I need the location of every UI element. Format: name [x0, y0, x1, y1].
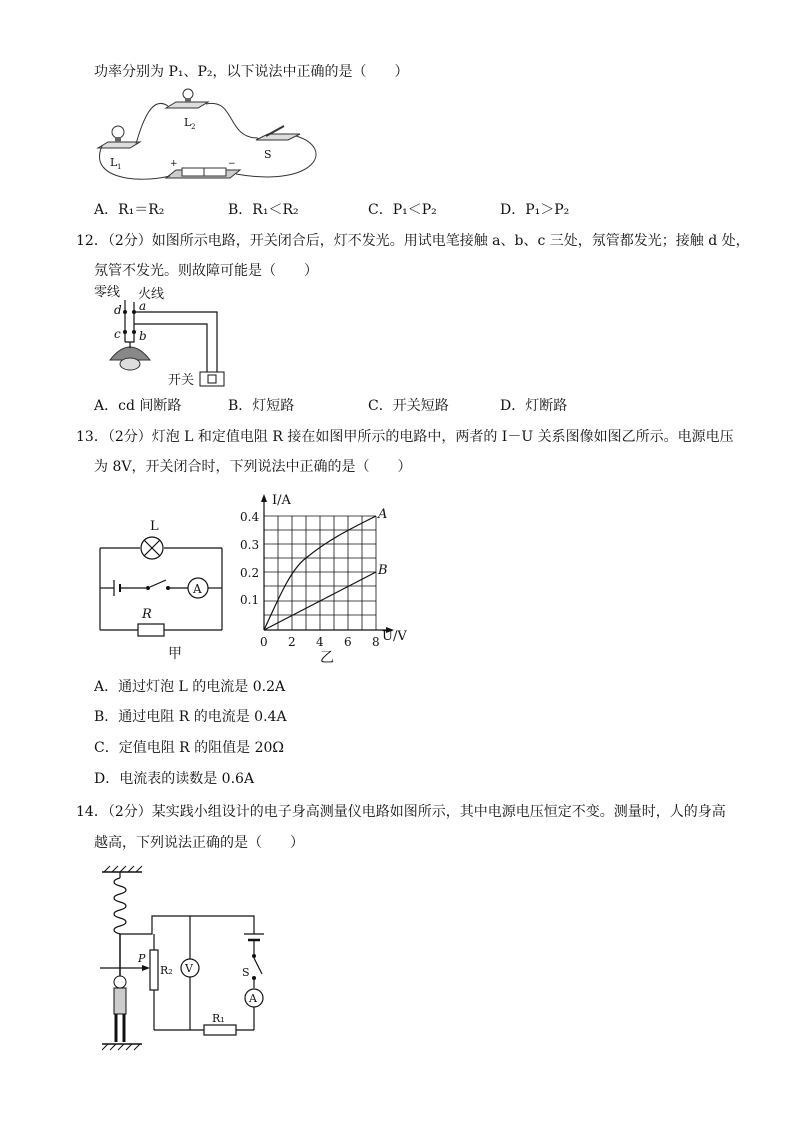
q11-option-c[interactable]: C．P₁＜P₂ [368, 202, 437, 218]
q13-circuit-figure [94, 512, 234, 662]
q13-iu-graph [238, 490, 428, 665]
svg-text:6: 6 [344, 635, 352, 649]
q14-r2-label: R₂ [160, 964, 173, 977]
q13-resistor-label: R [142, 607, 152, 622]
q12-stem-line1: 12．（2分）如图所示电路，开关闭合后，灯不发光。用试电笔接触 a、b、c 三处，氖管都发光；接触 d 处， [76, 233, 750, 249]
svg-text:2: 2 [288, 635, 296, 649]
q13-graph-caption: 乙 [320, 650, 334, 666]
q12-circuit-figure [92, 284, 242, 394]
q11-option-d[interactable]: D．P₁＞P₂ [500, 202, 570, 218]
svg-text:0.2: 0.2 [240, 566, 260, 580]
svg-text:0.3: 0.3 [240, 538, 260, 552]
q14-stem-line1: 14．（2分）某实践小组设计的电子身高测量仪电路如图所示，其中电源电压恒定不变。测量时，人的身高 [76, 804, 726, 820]
q12-option-d[interactable]: D．灯断路 [500, 398, 568, 414]
q13-option-d[interactable]: D．电流表的读数是 0.6A [94, 771, 255, 787]
q14-switch-label: S [242, 966, 250, 979]
q14-r1-label: R₁ [212, 1012, 225, 1025]
q13-graph-y-label: I/A [272, 493, 291, 508]
q14-p-label: P [138, 952, 146, 965]
q11-option-b[interactable]: B．R₁＜R₂ [228, 202, 299, 218]
q13-curve-a-label: A [378, 507, 388, 522]
svg-text:4: 4 [316, 635, 324, 649]
q13-option-a[interactable]: A．通过灯泡 L 的电流是 0.2A [94, 679, 286, 695]
svg-text:a: a [139, 299, 147, 313]
svg-text:c: c [114, 327, 121, 341]
svg-text:0.1: 0.1 [240, 593, 260, 607]
svg-text:−: − [228, 159, 236, 169]
q11-circuit-figure [96, 88, 396, 188]
q13-stem-line1: 13．（2分）灯泡 L 和定值电阻 R 接在如图甲所示的电路中，两者的 I－U 关系图像如图乙所示。电源电压 [76, 429, 734, 445]
q13-option-b[interactable]: B．通过电阻 R 的电流是 0.4A [94, 709, 287, 725]
q12-live-label: 火线 [138, 287, 165, 302]
q12-switch-label: 开关 [168, 373, 195, 388]
svg-text:0: 0 [260, 635, 268, 649]
q13-graph-x-label: U/V [382, 629, 407, 644]
q11-l1-label: L [110, 156, 118, 169]
q12-option-a[interactable]: A．cd 间断路 [94, 398, 182, 414]
q14-circuit-figure [94, 864, 274, 1059]
q13-curve-b-label: B [378, 563, 388, 578]
q12-neutral-label: 零线 [94, 285, 121, 300]
svg-text:b: b [139, 329, 147, 343]
svg-text:d: d [114, 303, 122, 317]
q12-option-b[interactable]: B．灯短路 [228, 398, 295, 414]
q11-option-a[interactable]: A．R₁＝R₂ [94, 202, 165, 218]
q11-stem: 功率分别为 P₁、P₂，以下说法中正确的是（ ） [94, 64, 409, 80]
q13-ammeter-label: A [193, 582, 202, 596]
svg-text:0.4: 0.4 [240, 510, 260, 524]
q14-voltmeter-label: V [185, 962, 193, 975]
q13-lamp-label: L [150, 519, 159, 534]
svg-text:8: 8 [372, 635, 380, 649]
q13-option-c[interactable]: C．定值电阻 R 的阻值是 20Ω [94, 740, 285, 756]
q12-stem-line2: 氖管不发光。则故障可能是（ ） [94, 263, 318, 279]
svg-text:1: 1 [117, 163, 122, 171]
q11-switch-label: S [264, 148, 272, 161]
q13-stem-line2: 为 8V，开关闭合时，下列说法中正确的是（ ） [94, 459, 412, 475]
q14-ammeter-label: A [249, 992, 257, 1005]
svg-text:+: + [170, 159, 178, 169]
q13-circuit-caption: 甲 [168, 646, 182, 662]
q14-stem-line2: 越高，下列说法正确的是（ ） [94, 835, 304, 851]
q12-option-c[interactable]: C．开关短路 [368, 398, 449, 414]
svg-text:2: 2 [191, 123, 196, 131]
q11-l2-label: L [184, 116, 192, 129]
